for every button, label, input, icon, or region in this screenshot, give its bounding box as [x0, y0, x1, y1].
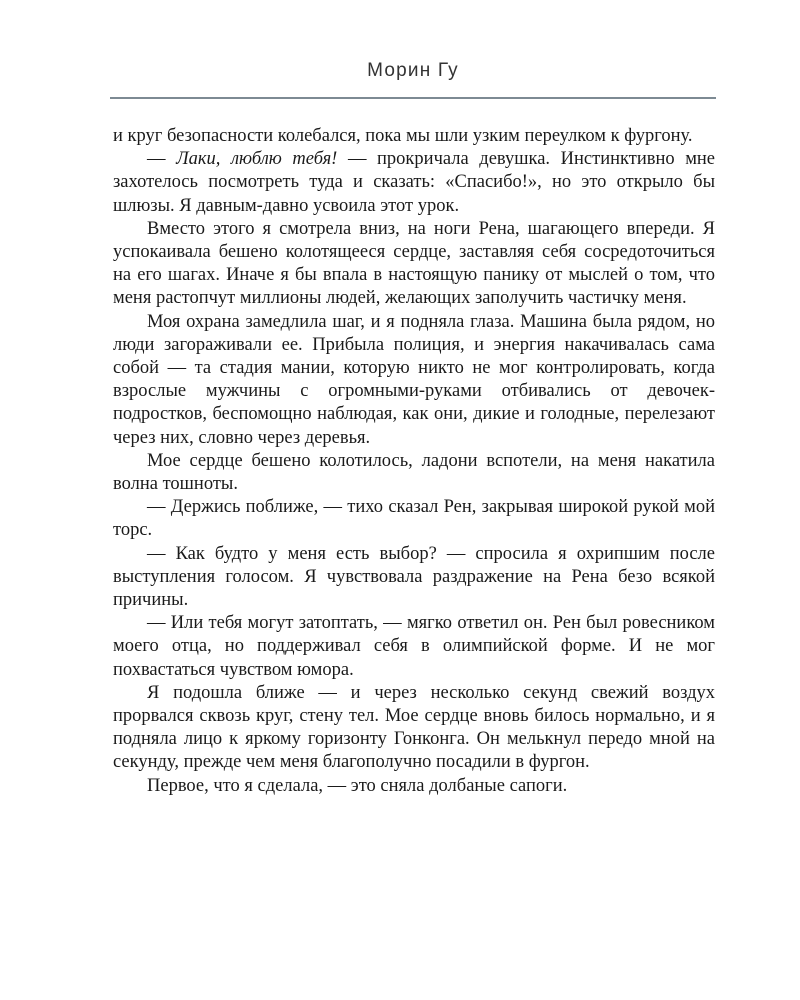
italic-quote: Лаки, люблю тебя!	[176, 149, 338, 170]
paragraph: Я подошла ближе — и через несколько секунд свежий воздух прорвался сквозь круг, стену тел. Мое сердце вновь билось нормально, и я подняла лицо к яркому горизонту Гонконга. Он мелькнул передо мной на секунду, прежде чем меня благополучно посадили в фургон.	[113, 682, 715, 773]
paragraph: — Или тебя могут затоптать, — мягко ответил он. Рен был ровесником моего отца, но поддерживал себя в олимпийской форме. И не мог похвастаться чувством юмора.	[113, 613, 715, 680]
paragraph: Первое, что я сделала, — это сняла долбаные сапоги.	[147, 775, 568, 796]
running-head-author: Морин Гу	[367, 60, 459, 81]
paragraph-dialogue	[113, 148, 715, 218]
paragraph: и круг безопасности колебался, пока мы шли узким переулком к фургону.	[113, 126, 693, 146]
dialogue-dash: —	[147, 149, 166, 170]
paragraph: Мое сердце бешено колотилось, ладони вспотели, на меня накатила волна тошноты.	[113, 450, 715, 495]
paragraph: Вместо этого я смотрела вниз, на ноги Рена, шагающего впереди. Я успокаивала бешено колотящееся сердце, заставляя себя сосредоточиться на его шагах. Иначе я бы впала в настоящую панику от мыслей о том, что меня растопчут миллионы людей, желающих заполучить частичку меня.	[113, 218, 715, 309]
paragraph: — Как будто у меня есть выбор? — спросила я охрипшим после выступления голосом. Я чувствовала раздражение на Рена безо всякой причины.	[113, 543, 715, 611]
paragraph: — Держись поближе, — тихо сказал Рен, закрывая широкой рукой мой торс.	[113, 497, 715, 541]
paragraph: Моя охрана замедлила шаг, и я подняла глаза. Машина была рядом, но люди загораживали ее. Прибыла полиция, и энергия накачивалась сама собой — та стадия мании, которую никто не мог контролировать, когда взрослые мужчины с огромными-руками отбивались от девочек-подростков, беспомощно наблюдая, как они, дикие и голодные, перелезают через них, словно через деревья.	[113, 311, 715, 448]
header-rule	[110, 97, 716, 99]
dialogue-rest: — прокричала девушка. Инстинктивно мне захотелось посмотреть туда и сказать: «Спасибо!», но это открыло бы шлюзы. Я давным-давно усвоила этот урок.	[113, 149, 716, 216]
body-text	[113, 125, 715, 798]
